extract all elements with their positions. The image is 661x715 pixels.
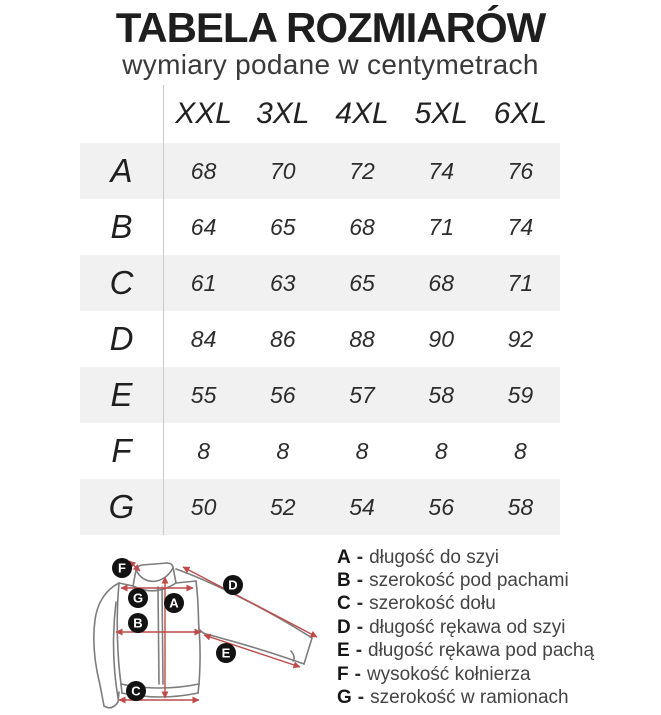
svg-text:C: C	[131, 683, 141, 699]
svg-text:E: E	[221, 645, 231, 661]
table-cell: 50	[190, 493, 217, 520]
column-header-xxl: XXL	[175, 97, 232, 130]
table-row	[80, 255, 560, 311]
badge-a	[164, 593, 184, 613]
legend-item-e	[337, 640, 657, 663]
table-cell: 8	[197, 437, 210, 464]
row-label: F	[80, 423, 164, 479]
legend-desc: długość do szyi	[369, 546, 499, 568]
legend-dash: -	[355, 640, 363, 662]
row-label: G	[80, 479, 164, 535]
table-cell: 63	[270, 269, 296, 296]
legend-key: B	[337, 570, 351, 592]
row-label: B	[80, 199, 164, 255]
svg-text:B: B	[133, 615, 143, 631]
svg-text:F: F	[118, 560, 126, 576]
table-cell: 64	[190, 213, 217, 240]
measurement-arrows	[116, 561, 317, 700]
svg-text:D: D	[228, 577, 238, 593]
table-cell: 86	[270, 325, 296, 352]
legend-desc: szerokość pod pachami	[369, 570, 569, 592]
svg-text:G: G	[132, 590, 144, 606]
table-row	[80, 199, 560, 255]
arrow-d-sleeve-from-neck	[183, 567, 317, 637]
legend-dash: -	[356, 593, 364, 615]
badge-d	[223, 575, 243, 595]
legend-dash: -	[356, 546, 364, 568]
table-cell: 68	[428, 269, 454, 296]
jacket-outline	[94, 560, 312, 708]
legend-item-d	[337, 616, 657, 639]
table-cell: 68	[190, 157, 217, 184]
legend-desc: wysokość kołnierza	[366, 663, 531, 685]
table-cell: 88	[349, 325, 375, 352]
legend-desc: długość rękawa od szyi	[369, 616, 566, 638]
svg-text:A: A	[169, 595, 179, 611]
legend-desc: długość rękawa pod pachą	[368, 640, 595, 662]
legend-item-c	[337, 593, 657, 616]
badge-f	[112, 558, 132, 578]
table-cell: 8	[276, 437, 290, 464]
table-cell: 84	[190, 325, 217, 352]
legend-key: G	[337, 687, 352, 709]
table-cell: 92	[507, 325, 534, 352]
table-cell: 70	[270, 157, 296, 184]
column-header-6xl: 6XL	[493, 97, 548, 130]
table-row	[80, 479, 560, 535]
table-cell: 74	[428, 157, 454, 184]
legend-item-f	[337, 663, 657, 686]
badge-g	[128, 588, 148, 608]
page-header	[0, 6, 661, 79]
legend-item-g	[337, 686, 657, 709]
table-cell: 56	[270, 381, 296, 408]
table-cell: 8	[514, 437, 527, 464]
table-row	[80, 143, 560, 199]
legend-key: D	[337, 616, 351, 638]
legend-key: F	[337, 663, 349, 685]
legend-item-b	[337, 569, 657, 592]
table-cell: 71	[428, 213, 454, 240]
table-cell: 58	[428, 381, 454, 408]
legend-dash: -	[357, 687, 365, 709]
badge-c	[126, 681, 146, 701]
table-cell: 57	[349, 381, 375, 408]
table-cell: 55	[190, 381, 217, 408]
column-header-5xl: 5XL	[414, 97, 468, 130]
measurement-legend	[337, 546, 657, 710]
legend-key: E	[337, 640, 350, 662]
table-cell: 58	[507, 493, 534, 520]
badge-b	[128, 613, 148, 633]
table-cell: 65	[349, 269, 375, 296]
size-table	[80, 85, 560, 535]
row-label: D	[80, 311, 164, 367]
table-cell: 59	[507, 381, 534, 408]
table-header-row	[80, 85, 560, 143]
legend-dash: -	[354, 663, 361, 685]
table-cell: 61	[190, 269, 217, 296]
table-cell: 76	[507, 157, 534, 184]
legend-key: A	[337, 546, 351, 568]
table-cell: 74	[507, 213, 534, 240]
table-cell: 68	[349, 213, 375, 240]
legend-dash: -	[356, 616, 364, 638]
row-label: A	[80, 143, 164, 199]
table-cell: 71	[507, 269, 534, 296]
badge-e	[216, 643, 236, 663]
table-row	[80, 423, 560, 479]
row-label: E	[80, 367, 164, 423]
table-row	[80, 367, 560, 423]
jacket-measurement-diagram	[55, 540, 345, 715]
table-row	[80, 311, 560, 367]
legend-desc: szerokość w ramionach	[370, 687, 569, 709]
page-subtitle: wymiary podane w centymetrach	[122, 49, 539, 81]
table-cell: 65	[270, 213, 296, 240]
table-cell: 72	[349, 157, 375, 184]
legend-key: C	[337, 593, 351, 615]
legend-dash: -	[356, 570, 364, 592]
table-cell: 56	[428, 493, 454, 520]
column-header-4xl: 4XL	[335, 97, 389, 130]
table-cell: 54	[349, 493, 375, 520]
table-cell: 8	[434, 437, 448, 464]
column-header-3xl: 3XL	[256, 97, 310, 130]
table-cell: 8	[355, 437, 369, 464]
diagram-badges	[112, 558, 243, 701]
jacket-diagram-svg	[55, 540, 345, 715]
legend-item-a	[337, 546, 657, 569]
legend-desc: szerokość dołu	[369, 593, 496, 615]
header-corner-cell	[80, 85, 164, 143]
row-label: C	[80, 255, 164, 311]
table-cell: 52	[270, 493, 296, 520]
table-cell: 90	[428, 325, 454, 352]
page-title: TABELA ROZMIARÓW	[115, 4, 546, 51]
